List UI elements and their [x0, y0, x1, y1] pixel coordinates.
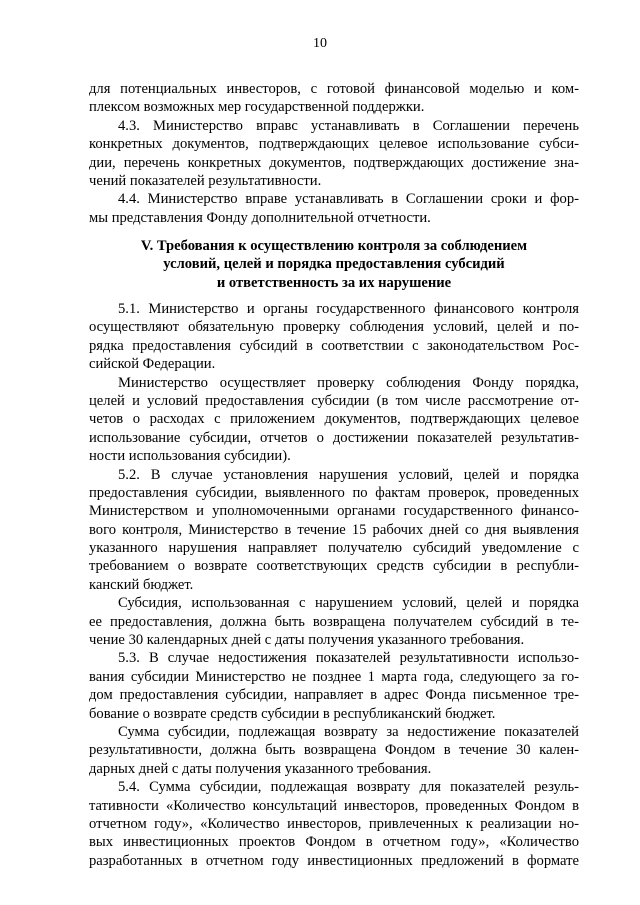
text-line: рядка предоставления субсидий в соответствии с законодательством Рос- — [89, 337, 579, 354]
top-paragraphs — [89, 80, 579, 227]
paragraph — [89, 190, 579, 227]
text-line: ности использования субсидии). — [89, 448, 291, 465]
page-number: 10 — [313, 36, 327, 51]
paragraph — [89, 117, 579, 191]
text-line: указанного нарушения направляет получателю субсидий уведомление с — [89, 540, 579, 557]
text-line: для потенциальных инвесторов, с готовой финансовой моделью и ком- — [89, 81, 579, 97]
text-line: целей и условий предоставления субсидии (в том числе рассмотрение от- — [89, 392, 579, 409]
text-line: канский бюджет. — [89, 576, 194, 593]
paragraph — [89, 723, 579, 778]
text-line: вых инвестиционных проектов Фондом в отчетном году», «Количество — [89, 834, 579, 851]
paragraph — [89, 778, 579, 870]
paragraph — [89, 594, 579, 649]
text-line: дарных дней с даты получения указанного требования. — [89, 760, 432, 777]
text-line: Субсидия, использованная с нарушением условий, целей и порядка — [118, 595, 579, 612]
text-line: сийской Федерации. — [89, 356, 216, 373]
text-line: конкретных документов, подтверждающих целевое использование субси- — [89, 136, 579, 153]
text-line: дии, перечень конкретных документов, подтверждающих достижение зна- — [89, 154, 579, 171]
text-line: 5.3. В случае недостижения показателей результативности использо- — [118, 650, 579, 667]
text-line: вого контроля, Министерство в течение 15 рабочих дней со дня выявления — [89, 521, 579, 538]
text-line: использование субсидии, отчетов о достижении показателей результатив- — [89, 429, 579, 446]
section-heading-line: V. Требования к осуществлению контроля за соблюдением — [140, 238, 528, 254]
text-line: Министерством и уполномоченными органами государственного финансо- — [89, 503, 579, 520]
paragraph — [89, 649, 579, 723]
text-line: осуществляют обязательную проверку соблюдения условий, целей и по- — [89, 319, 579, 336]
text-line: 5.1. Министерство и органы государственного финансового контроля — [118, 301, 579, 317]
paragraph — [89, 466, 579, 595]
text-line: Сумма субсидии, подлежащая возврату за недостижение показателей — [118, 723, 579, 740]
text-line: плексом возможных мер государственной поддержки. — [89, 99, 425, 116]
text-line: предоставления субсидии, выявленного по фактам проверок, проведенных — [89, 484, 579, 501]
text-line: 4.3. Министерство вправс устанавливать в Соглашении перечень — [118, 117, 579, 134]
section-heading-line: условий, целей и порядка предоставления субсидий — [163, 256, 505, 273]
paragraph — [89, 80, 579, 117]
text-line: дом предоставления субсидии, направляет в адрес Фонда письменное тре- — [89, 687, 579, 704]
text-line: мы представления Фонду дополнительной отчетности. — [89, 209, 431, 226]
text-line: результативности, должна быть возвращена Фондом в течение 30 кален- — [89, 742, 579, 759]
text-line: Министерство осуществляет проверку соблюдения Фонду порядка, — [118, 374, 579, 391]
text-line: четов о расходах с приложением документов, подтверждающих целевое — [89, 411, 579, 428]
main-paragraphs — [89, 300, 579, 870]
text-line: чений показателей результативности. — [89, 172, 322, 189]
text-line: 4.4. Министерство вправе устанавливать в Соглашении сроки и фор- — [118, 191, 579, 208]
paragraph — [89, 300, 579, 374]
paragraph — [89, 374, 579, 466]
text-line: требованием о возврате соответствующих средств субсидии в республи- — [89, 558, 579, 575]
section-heading-line: и ответственность за их нарушение — [216, 274, 452, 291]
text-line: бование о возврате средств субсидии в республиканский бюджет. — [89, 705, 496, 722]
text-line: тативности «Количество консультаций инвесторов, проведенных Фондом в — [89, 797, 579, 814]
text-line: чение 30 календарных дней с даты получения указанного требования. — [89, 632, 525, 649]
text-line: 5.4. Сумма субсидии, подлежащая возврату для показателей резуль- — [118, 779, 579, 796]
text-line: разработанных в отчетном году инвестиционных предложений в формате — [89, 852, 579, 869]
text-line: ее предоставления, должна быть возвращена получателем субсидий в те- — [89, 613, 579, 630]
text-line: отчетном году», «Количество инвесторов, привлеченных к реализации но- — [89, 815, 579, 832]
text-line: вания субсидии Министерство не позднее 1 марта года, следующего за го- — [89, 668, 579, 685]
text-line: 5.2. В случае установления нарушения условий, целей и порядка — [118, 466, 579, 483]
section-heading — [89, 237, 579, 292]
